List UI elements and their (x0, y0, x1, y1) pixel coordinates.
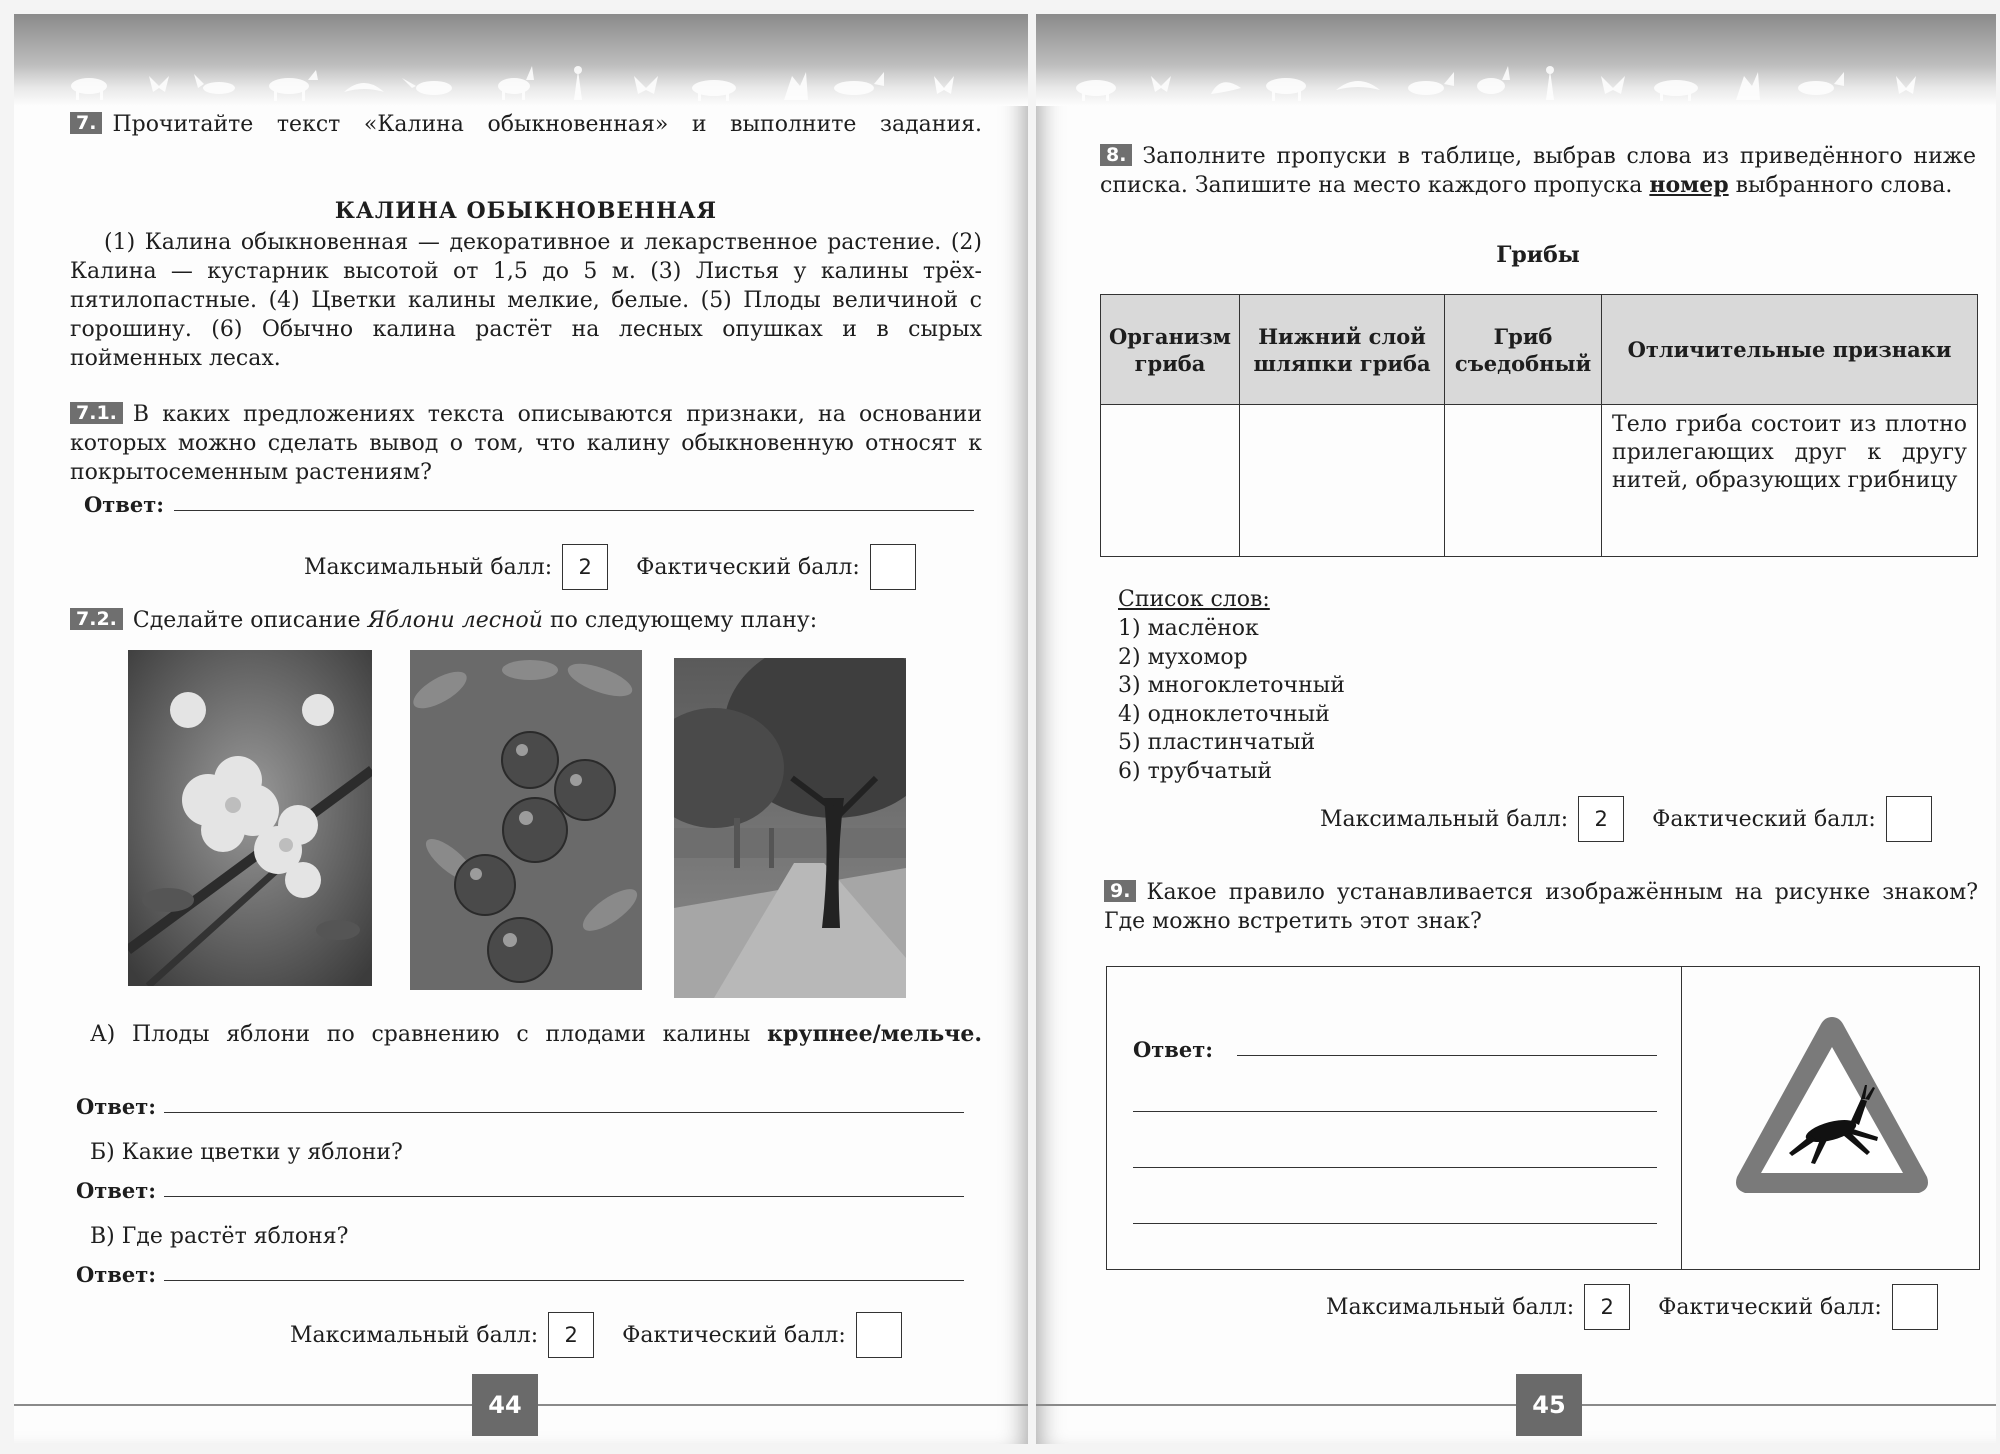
answer-line[interactable] (1133, 1167, 1657, 1168)
table-header: Отличительные признаки (1602, 295, 1978, 405)
task8-intro: 8. Заполните пропуски в таблице, выбрав слова из приведённого ниже списка. Запишите на место каждого пропуска номер выбранного слова. (1100, 144, 1976, 198)
apple-tree-photo (674, 658, 906, 998)
animal-silhouettes-banner-icon (14, 14, 1028, 106)
page-number: 45 (1516, 1374, 1582, 1436)
answer-label: Ответ: (1133, 1037, 1214, 1062)
text-title: КАЛИНА ОБЫКНОВЕННАЯ (334, 198, 718, 224)
max-score-box: 2 (1578, 796, 1624, 842)
table-cell: Тело гриба состоит из плотно прилегающих друг к другу нитей, образующих грибницу (1602, 405, 1978, 557)
task7-1-question: 7.1. В каких предложениях текста описываются признаки, на основании которых можно сделать вывод о том, что калину обыкновенную относят к покрытосеменным растениям? (70, 402, 982, 485)
answer-label: Ответ: (84, 492, 165, 517)
wild-animals-warning-sign-icon (1727, 1007, 1937, 1207)
task7-2-qb: Б) Какие цветки у яблони? (90, 1140, 403, 1165)
word-list (1118, 615, 1345, 786)
answer-label: Ответ: (76, 1262, 157, 1287)
answer-label: Ответ: (76, 1094, 157, 1119)
answer-line[interactable] (164, 1280, 964, 1281)
list-item: 5) пластинчатый (1118, 730, 1316, 755)
answer-line[interactable] (1133, 1111, 1657, 1112)
actual-score-box[interactable] (870, 544, 916, 590)
task-number-badge: 9. (1104, 880, 1136, 902)
max-score-box: 2 (548, 1312, 594, 1358)
text-body: (1) Калина обыкновенная — декоративное и лекарственное растение. (2) Калина — кустарник высотой от 1,5 до 5 м. (3) Листья у калины трёх-пятилопастные. (4) Цветки калины мелкие, белые. (5) Плоды величиной с горошину. (6) Обычно калина растёт на лесных опушках и в сырых пойменных лесах. (70, 230, 982, 371)
fungi-table (1100, 294, 1978, 557)
answer-line[interactable] (164, 1112, 964, 1113)
word-list-title: Список слов: (1118, 587, 1270, 612)
answer-line[interactable] (1237, 1055, 1657, 1056)
task-number-badge: 7.2. (70, 608, 123, 630)
task-number-badge: 8. (1100, 144, 1132, 166)
table-header: Нижний слой шляпки гриба (1240, 295, 1445, 405)
score-row: Максимальный балл: 2 Фактический балл: (290, 1312, 916, 1358)
table-header: Организм гриба (1101, 295, 1240, 405)
list-item: 4) одноклеточный (1118, 701, 1330, 727)
task7-2-qc: В) Где растёт яблоня? (90, 1224, 349, 1249)
table-cell-blank[interactable] (1240, 405, 1445, 557)
list-item: 3) многоклеточный (1118, 673, 1345, 698)
apple-fruits-photo (410, 650, 642, 990)
task9-question: 9. Какое правило устанавливается изображённым на рисунке знаком? Где можно встретить этот знак? (1104, 880, 1978, 934)
task7-intro: 7. Прочитайте текст «Калина обыкновенная» и выполните задания. (70, 110, 982, 139)
max-score-box: 2 (1584, 1284, 1630, 1330)
answer-line[interactable] (164, 1196, 964, 1197)
list-item: 1) маслёнок (1118, 616, 1259, 641)
table-cell-blank[interactable] (1101, 405, 1240, 557)
task9-answer-frame (1106, 966, 1980, 1270)
table-cell-blank[interactable] (1445, 405, 1602, 557)
page-number: 44 (472, 1374, 538, 1436)
max-score-box: 2 (562, 544, 608, 590)
page-45 (1036, 14, 1996, 1444)
answer-label: Ответ: (76, 1178, 157, 1203)
table-header: Гриб съедобный (1445, 295, 1602, 405)
score-row: Максимальный балл: 2 Фактический балл: (304, 544, 930, 590)
task-number-badge: 7. (70, 112, 102, 134)
task7-2-qa: А) Плоды яблони по сравнению с плодами калины крупнее/мельче. (90, 1021, 982, 1047)
list-item: 6) трубчатый (1118, 758, 1273, 784)
list-item: 2) мухомор (1118, 644, 1248, 670)
frame-divider (1681, 967, 1682, 1269)
task-number-badge: 7.1. (70, 402, 123, 424)
animal-silhouettes-banner-icon (1036, 14, 1996, 106)
answer-line[interactable] (1133, 1223, 1657, 1224)
apple-blossom-photo (128, 650, 372, 986)
score-row: Максимальный балл: 2 Фактический балл: (1326, 1284, 1952, 1330)
answer-line[interactable] (174, 510, 974, 511)
task7-2-question: 7.2. Сделайте описание Яблони лесной по следующему плану: (70, 606, 982, 635)
actual-score-box[interactable] (1886, 796, 1932, 842)
page-44 (14, 14, 1028, 1444)
actual-score-box[interactable] (856, 1312, 902, 1358)
actual-score-box[interactable] (1892, 1284, 1938, 1330)
score-row: Максимальный балл: 2 Фактический балл: (1320, 796, 1946, 842)
table-title: Грибы (1496, 242, 1580, 268)
